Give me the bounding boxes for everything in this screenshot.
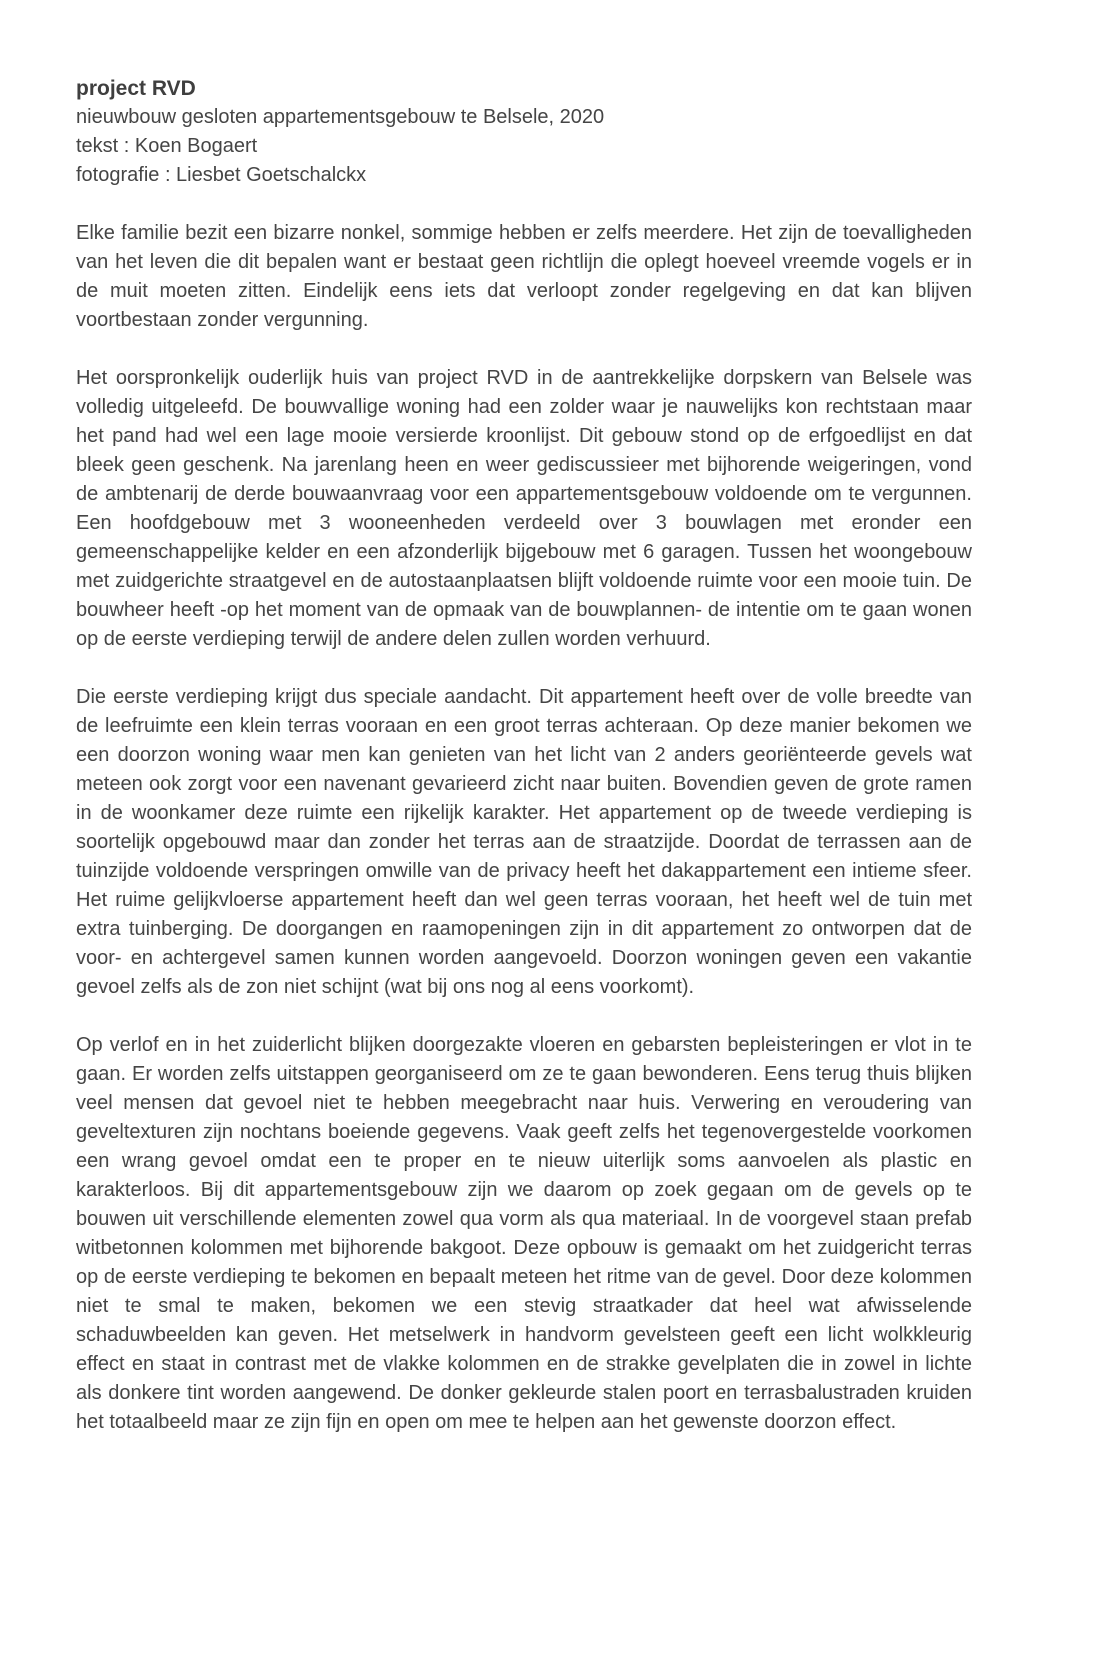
paragraph: Die eerste verdieping krijgt dus speciale aandacht. Dit appartement heeft over de volle breedte van de leefruimte een klein terras vooraan en een groot terras achteraan. Op deze manier bekomen we een doorzon woning waar men kan genieten van het licht van 2 anders georiënteerde gevels wat meteen ook zorgt voor een navenant gevarieerd zicht naar buiten. Bovendien geven de grote ramen in de woonkamer deze ruimte een rijkelijk karakter. Het appartement op de tweede verdieping is soortelijk opgebouwd maar dan zonder het terras aan de straatzijde. Doordat de terrassen aan de tuinzijde voldoende verspringen omwille van de privacy heeft het dakappartement een intieme sfeer. Het ruime gelijkvloerse appartement heeft dan wel geen terras vooraan, het heeft wel de tuin met extra tuinberging. De doorgangen en raamopeningen zijn in dit appartement zo ontworpen dat de voor- en achtergevel samen kunnen worden aangevoeld. Doorzon woningen geven een vakantie gevoel zelfs als de zon niet schijnt (wat bij ons nog al eens voorkomt). [76,686,972,998]
document-title: project RVD [76,77,196,100]
paragraph: Op verlof en in het zuiderlicht blijken doorgezakte vloeren en gebarsten bepleisteringen er vlot in te gaan. Er worden zelfs uitstappen georganiseerd om ze te gaan bewonderen. Eens terug thuis blijken veel mensen dat gevoel niet te hebben meegebracht naar huis. Verwering en veroudering van geveltexturen zijn nochtans boeiende gegevens. Vaak geeft zelfs het tegenovergestelde voorkomen een wrang gevoel omdat een te proper en te nieuw uiterlijk soms aanvoelen als plastic en karakterloos. Bij dit appartementsgebouw zijn we daarom op zoek gegaan om de gevels op te bouwen uit verschillende elementen zowel qua vorm als qua materiaal. In de voorgevel staan prefab witbetonnen kolommen met bijhorende bakgoot. Deze opbouw is gemaakt om het zuidgericht terras op de eerste verdieping te bekomen en bepaalt meteen het ritme van de gevel. Door deze kolommen niet te smal te maken, bekomen we een stevig straatkader dat heel wat afwisselende schaduwbeelden kan geven. Het metselwerk in handvorm gevelsteen geeft een licht wolkkleurig effect en staat in contrast met de vlakke kolommen en de strakke gevelplaten die in zowel in lichte als donkere tint worden aangewend. De donker gekleurde stalen poort en terrasbalustraden kruiden het totaalbeeld maar ze zijn fijn en open om mee te helpen aan het gewenste doorzon effect. [76,1034,972,1433]
document-subtitle: nieuwbouw gesloten appartementsgebouw te Belsele, 2020 [76,106,605,128]
text-credit: tekst : Koen Bogaert [76,135,258,157]
photography-credit: fotografie : Liesbet Goetschalckx [76,164,367,186]
paragraph: Het oorspronkelijk ouderlijk huis van project RVD in de aantrekkelijke dorpskern van Belsele was volledig uitgeleefd. De bouwvallige woning had een zolder waar je nauwelijks kon rechtstaan maar het pand had wel een lage mooie versierde kroonlijst. Dit gebouw stond op de erfgoedlijst en dat bleek geen geschenk. Na jarenlang heen en weer gediscussieer met bijhorende weigeringen, vond de ambtenarij de derde bouwaanvraag voor een appartementsgebouw voldoende om te vergunnen. Een hoofdgebouw met 3 wooneenheden verdeeld over 3 bouwlagen met eronder een gemeenschappelijke kelder en een afzonderlijk bijgebouw met 6 garagen. Tussen het woongebouw met zuidgerichte straatgevel en de autostaanplaatsen blijft voldoende ruimte voor een mooie tuin. De bouwheer heeft -op het moment van de opmaak van de bouwplannen- de intentie om te gaan wonen op de eerste verdieping terwijl de andere delen zullen worden verhuurd. [76,367,972,650]
paragraph: Elke familie bezit een bizarre nonkel, sommige hebben er zelfs meerdere. Het zijn de toevalligheden van het leven die dit bepalen want er bestaat geen richtlijn die oplegt hoeveel vreemde vogels er in de muit moeten zitten. Eindelijk eens iets dat verloopt zonder regelgeving en dat kan blijven voortbestaan zonder vergunning. [76,222,972,331]
